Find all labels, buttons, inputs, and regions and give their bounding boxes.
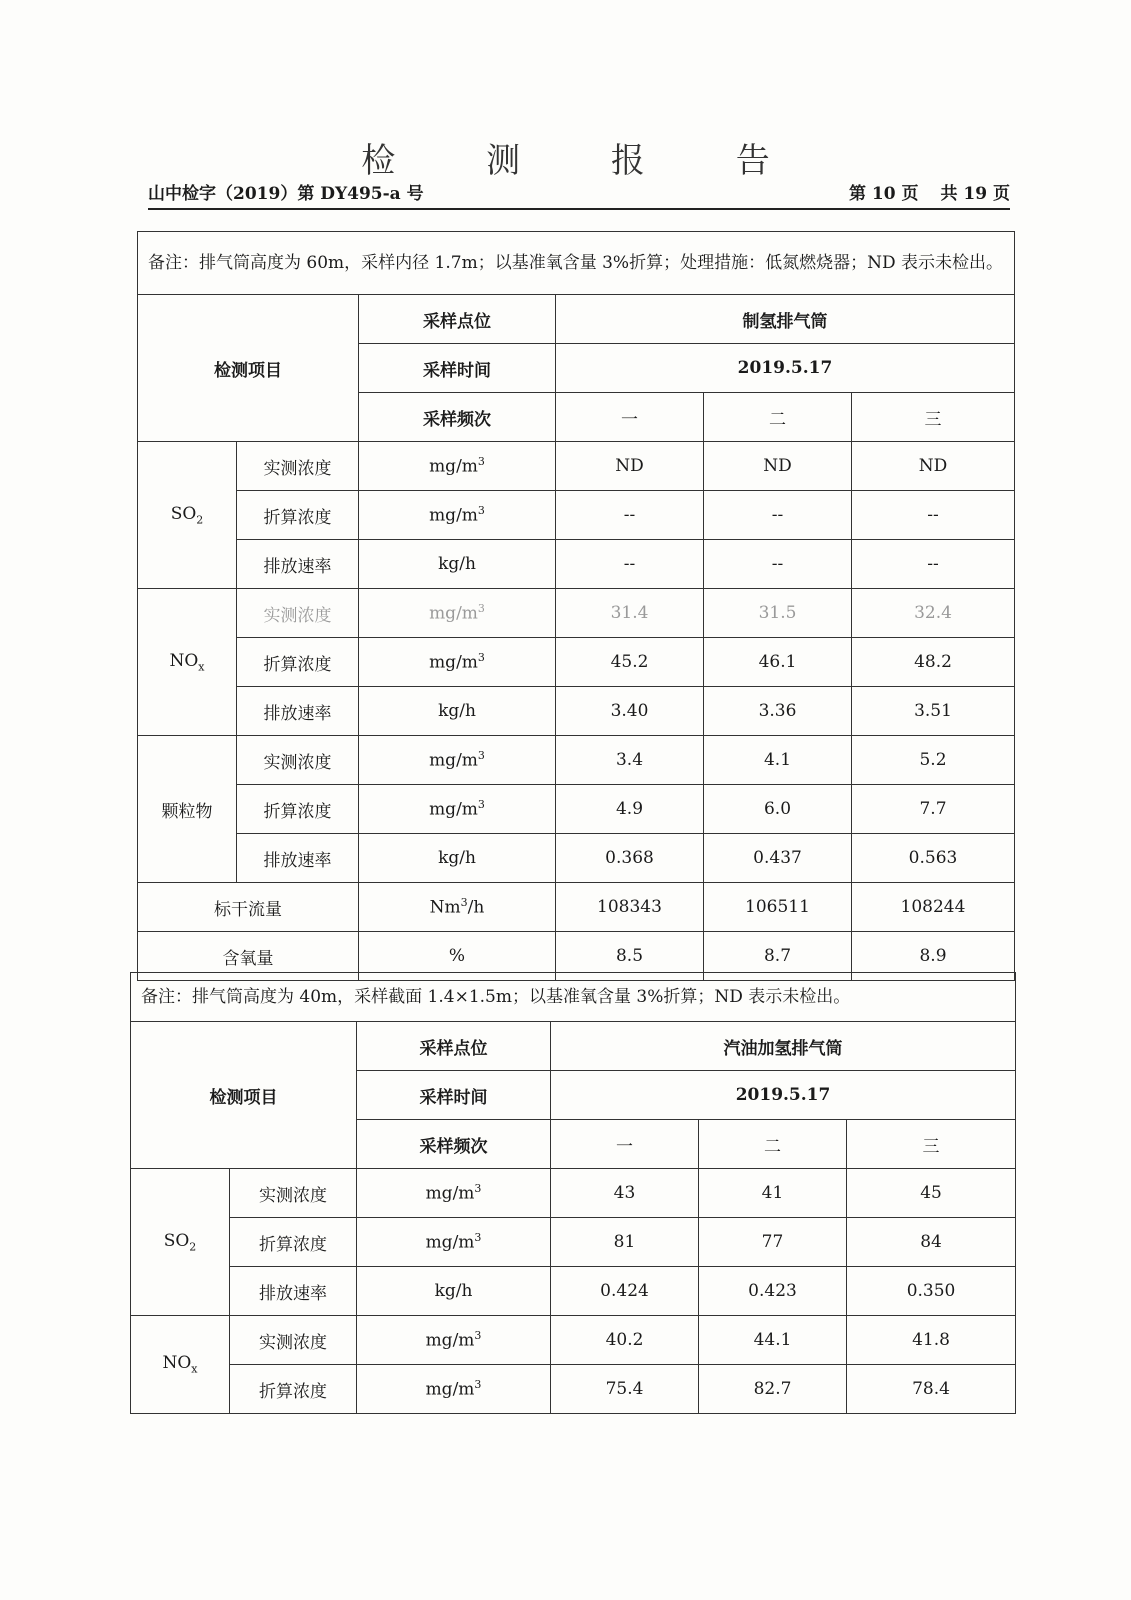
time-label: 采样时间 (357, 1071, 551, 1120)
cell-value: 4.1 (704, 736, 852, 785)
cell-value: 40.2 (551, 1316, 699, 1365)
row-label: 排放速率 (230, 1267, 357, 1316)
oxygen-label: 含氧量 (138, 932, 359, 981)
row-unit: $mg/m^3$ (359, 589, 556, 638)
report-title: 检 测 报 告 (361, 141, 810, 181)
row-unit: kg/h (357, 1267, 551, 1316)
row-unit: kg/h (359, 834, 556, 883)
cell-value: 31.4 (556, 589, 704, 638)
row-unit: $mg/m^3$ (359, 736, 556, 785)
cell-value: 31.5 (704, 589, 852, 638)
row-label: 排放速率 (237, 834, 359, 883)
cell-value: -- (852, 540, 1015, 589)
row-unit: $mg/m^3$ (357, 1365, 551, 1414)
time-label: 采样时间 (359, 344, 556, 393)
cell-value: 41 (699, 1169, 847, 1218)
group-nox: $NO_x$ (131, 1316, 230, 1414)
row-label: 实测浓度 (230, 1316, 357, 1365)
cell-value: 77 (699, 1218, 847, 1267)
cell-value: 48.2 (852, 638, 1015, 687)
cell-value: 108343 (556, 883, 704, 932)
row-unit: $mg/m^3$ (359, 785, 556, 834)
cell-value: -- (556, 540, 704, 589)
oxygen-unit: % (359, 932, 556, 981)
cell-value: 3.36 (704, 687, 852, 736)
row-label: 折算浓度 (230, 1365, 357, 1414)
point-value: 制氢排气筒 (556, 295, 1015, 344)
group-particulate: 颗粒物 (138, 736, 237, 883)
cell-value: 4.9 (556, 785, 704, 834)
row-label: 实测浓度 (230, 1169, 357, 1218)
freq-1: 一 (551, 1120, 699, 1169)
group-so2: $SO_2$ (138, 442, 237, 589)
cell-value: 81 (551, 1218, 699, 1267)
cell-value: 84 (847, 1218, 1016, 1267)
cell-value: 78.4 (847, 1365, 1016, 1414)
row-unit: $mg/m^3$ (357, 1169, 551, 1218)
cell-value: 0.350 (847, 1267, 1016, 1316)
freq-2: 二 (699, 1120, 847, 1169)
cell-value: -- (556, 491, 704, 540)
time-value: 2019.5.17 (551, 1071, 1016, 1120)
cell-value: 0.368 (556, 834, 704, 883)
cell-value: 7.7 (852, 785, 1015, 834)
cell-value: 5.2 (852, 736, 1015, 785)
cell-value: 108244 (852, 883, 1015, 932)
item-header: 检测项目 (131, 1022, 357, 1169)
time-value: 2019.5.17 (556, 344, 1015, 393)
cell-value: 41.8 (847, 1316, 1016, 1365)
row-label: 实测浓度 (237, 736, 359, 785)
table-row (138, 687, 1015, 736)
doc-header (148, 180, 1010, 210)
cell-value: 44.1 (699, 1316, 847, 1365)
table-note: 备注：排气筒高度为 40m，采样截面 1.4×1.5m；以基准氧含量 3%折算；ND 表示未检出。 (131, 973, 1016, 1022)
row-unit: kg/h (359, 540, 556, 589)
table-row (131, 1218, 1016, 1267)
cell-value: 0.423 (699, 1267, 847, 1316)
table-row (131, 1267, 1016, 1316)
cell-value: 8.7 (704, 932, 852, 981)
cell-value: 82.7 (699, 1365, 847, 1414)
row-label: 折算浓度 (237, 638, 359, 687)
point-label: 采样点位 (357, 1022, 551, 1071)
cell-value: 45 (847, 1169, 1016, 1218)
total-pages: 共 19 页 (940, 184, 1010, 204)
table-row (138, 540, 1015, 589)
doc-number: 山中检字（2019）第 DY495-a 号 (148, 184, 424, 204)
group-nox: $NO_x$ (138, 589, 237, 736)
row-unit: kg/h (359, 687, 556, 736)
point-value: 汽油加氢排气筒 (551, 1022, 1016, 1071)
page-number: 第 10 页 (849, 184, 919, 204)
row-label: 折算浓度 (237, 785, 359, 834)
cell-value: 0.424 (551, 1267, 699, 1316)
cell-value: 0.437 (704, 834, 852, 883)
table-row (138, 785, 1015, 834)
cell-value: 8.5 (556, 932, 704, 981)
cell-value: 45.2 (556, 638, 704, 687)
row-unit: $mg/m^3$ (359, 442, 556, 491)
freq-label: 采样频次 (357, 1120, 551, 1169)
cell-value: 46.1 (704, 638, 852, 687)
cell-value: ND (556, 442, 704, 491)
freq-1: 一 (556, 393, 704, 442)
cell-value: 43 (551, 1169, 699, 1218)
point-label: 采样点位 (359, 295, 556, 344)
table-row (131, 1365, 1016, 1414)
cell-value: 106511 (704, 883, 852, 932)
table-row (138, 589, 1015, 638)
cell-value: ND (852, 442, 1015, 491)
results-table-gasoline (130, 972, 1016, 1414)
cell-value: -- (852, 491, 1015, 540)
row-label: 实测浓度 (237, 442, 359, 491)
row-label: 折算浓度 (230, 1218, 357, 1267)
cell-value: 8.9 (852, 932, 1015, 981)
table-row (138, 491, 1015, 540)
table-row (138, 834, 1015, 883)
cell-value: 3.40 (556, 687, 704, 736)
freq-2: 二 (704, 393, 852, 442)
table-row (131, 1169, 1016, 1218)
cell-value: 32.4 (852, 589, 1015, 638)
cell-value: -- (704, 491, 852, 540)
row-label: 排放速率 (237, 540, 359, 589)
cell-value: ND (704, 442, 852, 491)
cell-value: 6.0 (704, 785, 852, 834)
cell-value: 75.4 (551, 1365, 699, 1414)
item-header: 检测项目 (138, 295, 359, 442)
cell-value: 3.51 (852, 687, 1015, 736)
row-label: 排放速率 (237, 687, 359, 736)
table-row (138, 736, 1015, 785)
row-unit: $mg/m^3$ (359, 638, 556, 687)
row-unit: $mg/m^3$ (357, 1218, 551, 1267)
table-note: 备注：排气筒高度为 60m，采样内径 1.7m；以基准氧含量 3%折算；处理措施：低氮燃烧器；ND 表示未检出。 (138, 232, 1015, 295)
row-unit: $mg/m^3$ (359, 491, 556, 540)
group-so2: $SO_2$ (131, 1169, 230, 1316)
cell-value: -- (704, 540, 852, 589)
row-label: 折算浓度 (237, 491, 359, 540)
table-row (138, 442, 1015, 491)
cell-value: 3.4 (556, 736, 704, 785)
results-table-hydrogen (137, 231, 1015, 981)
table-row (138, 883, 1015, 932)
row-unit: $mg/m^3$ (357, 1316, 551, 1365)
page-info (843, 179, 1010, 204)
flow-unit: Nm$^3$/h (359, 883, 556, 932)
table-row (131, 1316, 1016, 1365)
freq-label: 采样频次 (359, 393, 556, 442)
row-label: 实测浓度 (237, 589, 359, 638)
freq-3: 三 (847, 1120, 1016, 1169)
flow-label: 标干流量 (138, 883, 359, 932)
cell-value: 0.563 (852, 834, 1015, 883)
table-row (138, 638, 1015, 687)
freq-3: 三 (852, 393, 1015, 442)
